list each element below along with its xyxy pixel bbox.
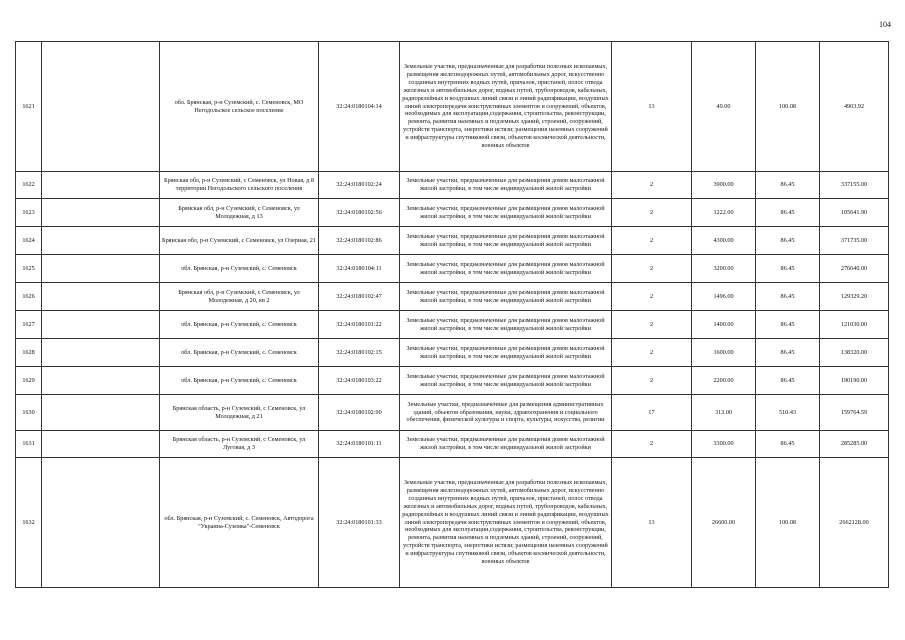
specific-value-cell: 86.45 (756, 172, 820, 199)
cadastral-value-cell: 285285.00 (820, 431, 889, 458)
land-use-cell: Земельные участки, предназначенные для размещения домов малоэтажной жилой застройки, в том числе индивидуальной жилой застройки (400, 339, 612, 367)
area-cell: 313.00 (692, 395, 756, 431)
blank-cell (42, 199, 160, 227)
land-use-cell: Земельные участки, предназначенные для размещения домов малоэтажной жилой застройки, в том числе индивидуальной жилой застройки (400, 227, 612, 255)
cadastral-value-cell: 129329.20 (820, 283, 889, 311)
row-number: 1629 (16, 367, 42, 395)
blank-cell (42, 227, 160, 255)
table-row (16, 283, 889, 311)
specific-value-cell: 100.08 (756, 42, 820, 172)
blank-cell (42, 42, 160, 172)
cadastral-number-cell: 32:24:0180104:11 (319, 255, 400, 283)
address-cell: Брянская обл, р-н Суземский, с Семеновск, ул Озерная, 21 (160, 227, 319, 255)
cadastral-value-cell: 337155.00 (820, 172, 889, 199)
group-cell: 2 (612, 227, 692, 255)
row-number: 1627 (16, 311, 42, 339)
cadastral-value-cell: 4903.92 (820, 42, 889, 172)
group-cell: 2 (612, 199, 692, 227)
cadastral-value-cell: 159764.59 (820, 395, 889, 431)
area-cell: 26600.00 (692, 458, 756, 588)
blank-cell (42, 458, 160, 588)
land-use-cell: Земельные участки, предназначенные для размещения домов малоэтажной жилой застройки, в том числе индивидуальной жилой застройки (400, 255, 612, 283)
cadastral-value-table (15, 41, 889, 588)
row-number: 1622 (16, 172, 42, 199)
land-use-cell: Земельные участки, предназначенные для размещения домов малоэтажной жилой застройки, в том числе индивидуальной жилой застройки (400, 172, 612, 199)
group-cell: 2 (612, 367, 692, 395)
address-cell: обл. Брянская, р-н Суземский, с. Семеновск (160, 367, 319, 395)
specific-value-cell: 86.45 (756, 199, 820, 227)
blank-cell (42, 283, 160, 311)
cadastral-number-cell: 32:24:0180103:22 (319, 367, 400, 395)
specific-value-cell: 86.45 (756, 283, 820, 311)
land-use-cell: Земельные участки, предназначенные для размещения домов малоэтажной жилой застройки, в том числе индивидуальной жилой застройки (400, 199, 612, 227)
cadastral-value-cell: 190190.00 (820, 367, 889, 395)
table-row (16, 172, 889, 199)
blank-cell (42, 172, 160, 199)
table-row (16, 42, 889, 172)
row-number: 1630 (16, 395, 42, 431)
blank-cell (42, 367, 160, 395)
area-cell: 1222.00 (692, 199, 756, 227)
page-number: 104 (879, 20, 891, 29)
specific-value-cell: 510.43 (756, 395, 820, 431)
specific-value-cell: 86.45 (756, 227, 820, 255)
specific-value-cell: 86.45 (756, 339, 820, 367)
specific-value-cell: 86.45 (756, 431, 820, 458)
table-row (16, 255, 889, 283)
table-row (16, 431, 889, 458)
blank-cell (42, 431, 160, 458)
group-cell: 2 (612, 283, 692, 311)
cadastral-value-cell: 276640.00 (820, 255, 889, 283)
row-number: 1631 (16, 431, 42, 458)
land-use-cell: Земельные участки, предназначенные для размещения домов малоэтажной жилой застройки, в том числе индивидуальной жилой застройки (400, 311, 612, 339)
cadastral-number-cell: 32:24:0180102:15 (319, 339, 400, 367)
area-cell: 3200.00 (692, 255, 756, 283)
address-cell: Брянская обл, р-н Суземский, с Семеновск, ул Молодежная, д 20, кв 2 (160, 283, 319, 311)
table-row (16, 458, 889, 588)
specific-value-cell: 100.08 (756, 458, 820, 588)
address-cell: Брянская обл, р-н Суземский, с Семеновск, ул Молодежная, д 13 (160, 199, 319, 227)
group-cell: 2 (612, 431, 692, 458)
address-cell: обл. Брянская, р-н Суземский, с. Семеновск, Автодорога "Украина-Суземка"-Семеновск (160, 458, 319, 588)
area-cell: 1600.00 (692, 339, 756, 367)
group-cell: 13 (612, 458, 692, 588)
specific-value-cell: 86.45 (756, 367, 820, 395)
land-use-cell: Земельные участки, предназначенные для разработки полезных ископаемых, размещения железнодорожных путей, автомобильных дорог, искусственно созданных внутренних водных путей, причалов, пристаней, полос отвода железных и автомобильных дорог, водных путей, трубопроводов, кабельных, радиорелейных и воздушных линий связи и линий радиофикации, воздушных линий электропередачи конструктивных элементов и сооружений, объектов, необходимых для эксплуатации,содержания, строительства, реконструкции, ремонта, развития наземных и подземных зданий, строений, сооружений, устройств транспорта, энергетики истязи; размещения наземных сооружений и инфраструктуры спутниковой связи, объектов космической деятельности, военных объектов (400, 42, 612, 172)
address-cell: Брянская обл, р-н Суземский, с Семеновск, ул Новая, д 8 территории Негодольского сельского поселения (160, 172, 319, 199)
cadastral-number-cell: 32:24:0180102:56 (319, 199, 400, 227)
cadastral-value-cell: 121030.00 (820, 311, 889, 339)
row-number: 1621 (16, 42, 42, 172)
area-cell: 4300.00 (692, 227, 756, 255)
cadastral-number-cell: 32:24:0180101:11 (319, 431, 400, 458)
row-number: 1632 (16, 458, 42, 588)
row-number: 1625 (16, 255, 42, 283)
land-use-cell: Земельные участки, предназначенные для разработки полезных ископаемых, размещения железнодорожных путей, автомобильных дорог, искусственно созданных внутренних водных путей, причалов, пристаней, полос отвода железных и автомобильных дорог, водных путей, трубопроводов, кабельных, радиорелейных и воздушных линий связи и линий радиофикации, воздушных линий электропередачи конструктивных элементов и сооружений, объектов, необходимых для эксплуатации,содержания, строительства, реконструкции, ремонта, развития наземных и подземных зданий, строений, сооружений, устройств транспорта, энергетики истязи; размещения наземных сооружений и инфраструктуры спутниковой связи, объектов космической деятельности, военных объектов (400, 458, 612, 588)
address-cell: обл. Брянская, р-н Суземский, с. Семеновск (160, 339, 319, 367)
specific-value-cell: 86.45 (756, 311, 820, 339)
table-row (16, 395, 889, 431)
table-row (16, 367, 889, 395)
land-use-cell: Земельные участки, предназначенные для размещения домов малоэтажной жилой застройки, в том числе индивидуальной жилой застройки (400, 431, 612, 458)
cadastral-value-cell: 371735.00 (820, 227, 889, 255)
blank-cell (42, 395, 160, 431)
cadastral-number-cell: 32:24:0180101:22 (319, 311, 400, 339)
land-use-cell: Земельные участки, предназначенные для размещения домов малоэтажной жилой застройки, в том числе индивидуальной жилой застройки (400, 283, 612, 311)
cadastral-number-cell: 32:24:0180102:90 (319, 395, 400, 431)
table-row (16, 311, 889, 339)
land-use-cell: Земельные участки, предназначенные для размещения домов малоэтажной жилой застройки, в том числе индивидуальной жилой застройки (400, 367, 612, 395)
table-row (16, 339, 889, 367)
group-cell: 17 (612, 395, 692, 431)
row-number: 1626 (16, 283, 42, 311)
blank-cell (42, 311, 160, 339)
land-use-cell: Земельные участки, предназначенные для размещения административных зданий, объектов образования, науки, здравоохранения и социального обеспечения, физической культуры и спорта, культуры, искусства, религии (400, 395, 612, 431)
area-cell: 3300.00 (692, 431, 756, 458)
group-cell: 13 (612, 42, 692, 172)
group-cell: 2 (612, 255, 692, 283)
cadastral-number-cell: 32:24:0180102:24 (319, 172, 400, 199)
table-row (16, 199, 889, 227)
area-cell: 1496.00 (692, 283, 756, 311)
group-cell: 2 (612, 339, 692, 367)
cadastral-number-cell: 32:24:0180101:33 (319, 458, 400, 588)
cadastral-number-cell: 32:24:0180104:14 (319, 42, 400, 172)
row-number: 1624 (16, 227, 42, 255)
blank-cell (42, 339, 160, 367)
area-cell: 1400.00 (692, 311, 756, 339)
blank-cell (42, 255, 160, 283)
cadastral-number-cell: 32:24:0180102:86 (319, 227, 400, 255)
cadastral-value-cell: 2662128.00 (820, 458, 889, 588)
area-cell: 3900.00 (692, 172, 756, 199)
address-cell: Брянская область, р-н Суземский, с Семеновск, ул Молодежная, д 21 (160, 395, 319, 431)
group-cell: 2 (612, 311, 692, 339)
group-cell: 2 (612, 172, 692, 199)
specific-value-cell: 86.45 (756, 255, 820, 283)
cadastral-number-cell: 32:24:0180102:47 (319, 283, 400, 311)
address-cell: обл. Брянская, р-н Суземский, с. Семеновск (160, 311, 319, 339)
area-cell: 49.00 (692, 42, 756, 172)
row-number: 1623 (16, 199, 42, 227)
cadastral-value-cell: 105641.90 (820, 199, 889, 227)
address-cell: Брянская область, р-н Суземский, с Семеновск, ул Луговая, д 3 (160, 431, 319, 458)
address-cell: обл. Брянская, р-н Суземский, с. Семеновск, МО Негодольское сельское поселение (160, 42, 319, 172)
cadastral-value-cell: 138320.00 (820, 339, 889, 367)
row-number: 1628 (16, 339, 42, 367)
table-row (16, 227, 889, 255)
address-cell: обл. Брянская, р-н Суземский, с. Семеновск (160, 255, 319, 283)
area-cell: 2200.00 (692, 367, 756, 395)
